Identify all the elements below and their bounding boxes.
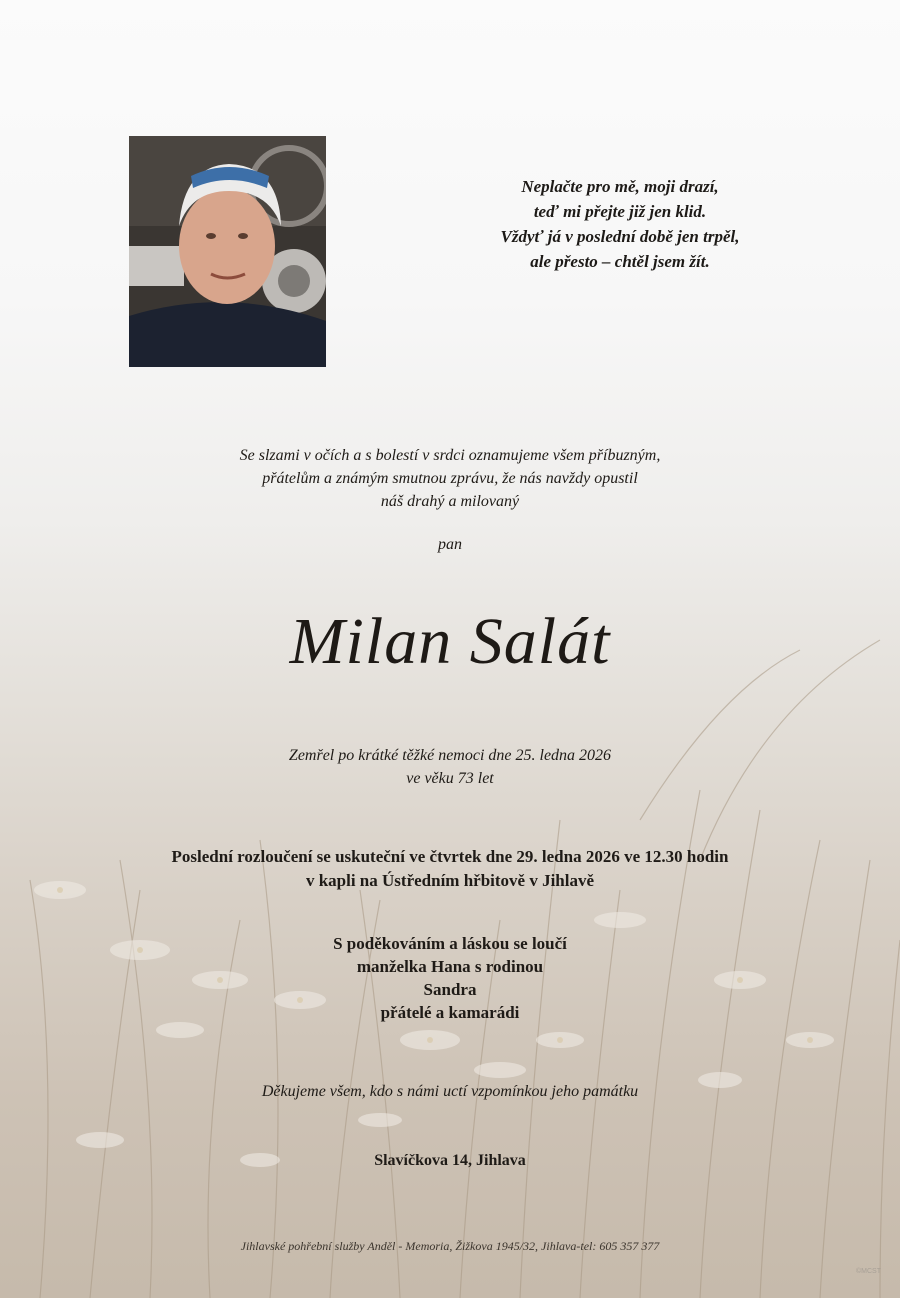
mourners-line: S poděkováním a láskou se loučí: [333, 934, 567, 953]
portrait-photo: [129, 136, 326, 367]
thanks-text: Děkujeme všem, kdo s námi uctí vzpomínkou jeho památku: [261, 1083, 639, 1100]
mourners-line: Sandra: [423, 980, 477, 999]
poem-line: teď mi přejte již jen klid.: [533, 202, 707, 221]
announcement-line: Se slzami v očích a s bolestí v srdci oznamujeme všem příbuzným,: [239, 447, 661, 464]
printer-stamp: ©MCST: [856, 1268, 881, 1275]
death-info: [100, 744, 800, 790]
poem-line: Vždyť já v poslední době jen trpěl,: [500, 227, 740, 246]
mourners-line: manželka Hana s rodinou: [356, 957, 544, 976]
age-line: ve věku 73 let: [406, 770, 494, 787]
death-line: Zemřel po krátké těžké nemoci dne 25. ledna 2026: [288, 747, 612, 764]
poem: [440, 174, 800, 274]
poem-line: Neplačte pro mě, moji drazí,: [521, 177, 719, 196]
honorific: pan: [438, 536, 462, 553]
funeral-line: v kapli na Ústředním hřbitově v Jihlavě: [305, 871, 595, 890]
mourners-line: přátelé a kamarádi: [380, 1003, 520, 1022]
announcement-line: náš drahý a milovaný: [380, 493, 520, 510]
deceased-name: Milan Salát: [289, 605, 611, 678]
announcement-line: přátelům a známým smutnou zprávu, že nás navždy opustil: [262, 470, 638, 487]
address: Slavíčkova 14, Jihlava: [374, 1152, 526, 1169]
funeral-service-footer: Jihlavské pohřební služby Anděl - Memoria, Žižkova 1945/32, Jihlava-tel: 605 357 377: [240, 1239, 660, 1253]
mourners-list: [100, 932, 800, 1024]
funeral-info: [100, 845, 800, 893]
announcement-text: [100, 444, 800, 513]
poem-line: ale přesto – chtěl jsem žít.: [530, 252, 710, 271]
funeral-line: Poslední rozloučení se uskuteční ve čtvrtek dne 29. ledna 2026 ve 12.30 hodin: [171, 847, 729, 866]
